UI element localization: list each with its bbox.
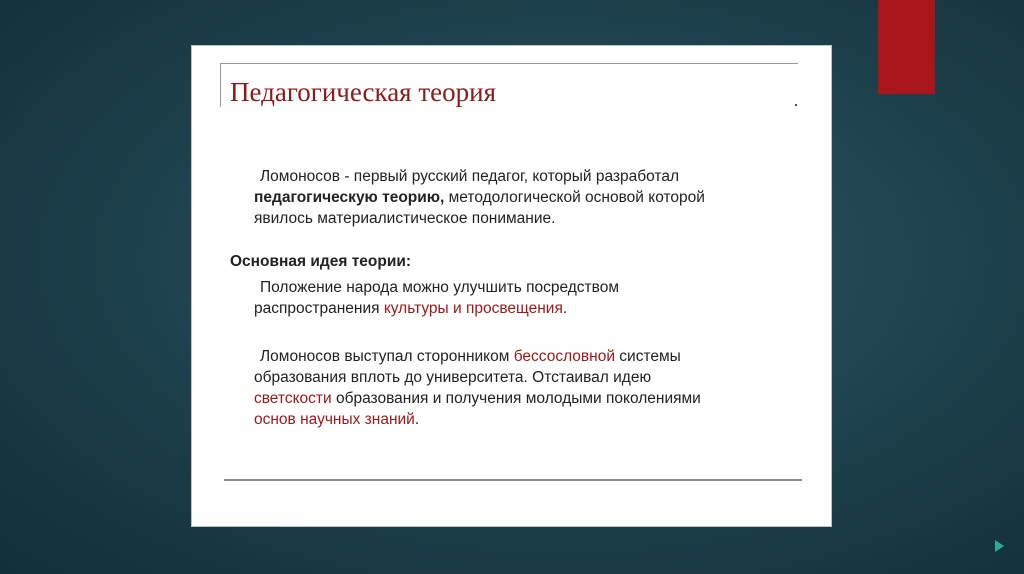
title-dot [795, 104, 797, 106]
paragraph1-line1: Ломоносов - первый русский педагог, который разработал [260, 168, 680, 185]
accent-bar [878, 0, 935, 94]
paragraph-classless-education [254, 346, 814, 430]
title-top-rule [220, 63, 798, 64]
paragraph3-line2: образования вплоть до университета. Отстаивал идею [254, 369, 652, 386]
paragraph3-line3 [254, 388, 814, 409]
paragraph3-line4-end: . [414, 411, 420, 428]
paragraph-lomonosov-teacher [254, 166, 814, 229]
paragraph1-line2-rest: методологической основой которой [444, 189, 705, 206]
slide-card [191, 45, 832, 527]
title-left-rule [220, 63, 221, 107]
paragraph3-line1-start: Ломоносов выступал сторонником [260, 348, 514, 365]
play-arrow-icon [995, 540, 1004, 552]
highlight-scientific-knowledge: основ научных знаний [254, 411, 415, 428]
paragraph3-line3-rest: образования и получения молодыми поколениями [331, 390, 701, 407]
paragraph2-line2 [254, 298, 814, 319]
paragraph3-line1 [254, 346, 814, 367]
paragraph1-line2 [254, 187, 814, 208]
highlight-culture: культуры и просвещения [383, 300, 563, 317]
highlight-secularity: светскости [254, 390, 332, 407]
paragraph3-line4 [254, 409, 814, 430]
paragraph1-line3: явилось материалистическое понимание. [254, 210, 556, 227]
paragraph3-line1-end: системы [614, 348, 681, 365]
slide-title: Педагогическая теория [230, 77, 497, 107]
main-idea-heading: Основная идея теории: [230, 253, 412, 270]
bold-term: педагогическую теорию, [254, 189, 445, 206]
highlight-classless: бессословной [513, 348, 615, 365]
bottom-rule [224, 479, 802, 481]
paragraph2-line2-start: распространения [254, 300, 384, 317]
paragraph-main-idea [254, 277, 814, 319]
paragraph2-line1: Положение народа можно улучшить посредством [260, 279, 619, 296]
paragraph2-line2-end: . [562, 300, 568, 317]
